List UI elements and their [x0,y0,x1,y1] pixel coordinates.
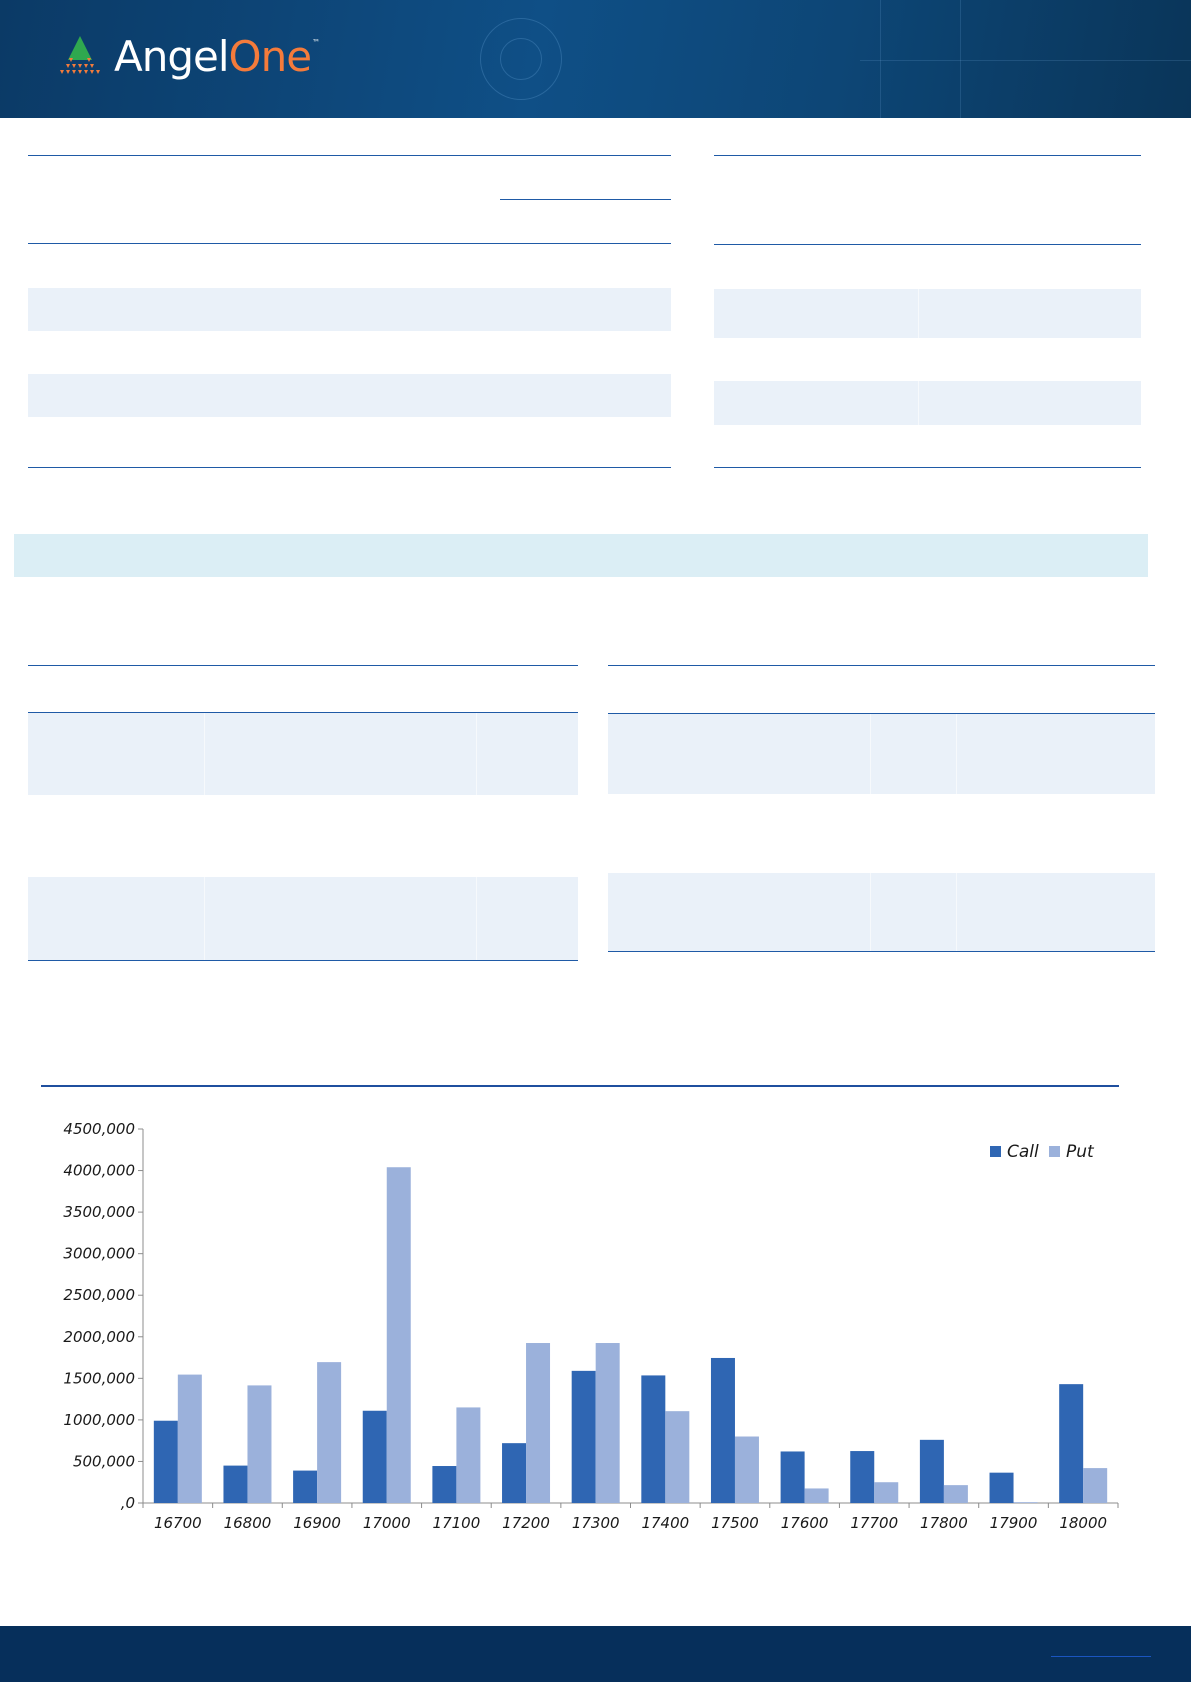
table-rule [714,155,1141,156]
x-tick-label: 16800 [223,1514,272,1532]
y-tick-label: 1500,000 [63,1369,135,1388]
logo-word-one: One [228,31,312,81]
column-divider [476,877,477,960]
put-bar-16700 [178,1375,202,1503]
table-rule [28,243,671,244]
legend-label-put: Put [1066,1142,1094,1162]
call-bar-17600 [781,1451,805,1503]
call-bar-17700 [850,1451,874,1503]
notice-band [14,534,1148,577]
call-bar-17200 [502,1443,526,1503]
legend-swatch-put [1049,1146,1060,1157]
table-row [28,713,578,795]
page-footer [0,1626,1191,1682]
put-bar-17100 [456,1407,480,1503]
legend-swatch-call [990,1146,1001,1157]
x-tick-label: 17100 [432,1514,481,1532]
call-bar-17300 [572,1371,596,1503]
put-bar-16800 [247,1385,271,1503]
header-decoration [500,38,542,80]
column-divider [870,714,871,794]
put-bar-17000 [387,1167,411,1503]
table-row [28,288,671,331]
x-tick-label: 18000 [1059,1514,1108,1532]
logo-mark-icon [56,34,104,78]
table-rule [28,155,671,156]
column-divider [956,714,957,794]
header-decoration [960,0,961,118]
x-tick-label: 16900 [293,1514,341,1532]
x-tick-label: 17500 [711,1514,759,1532]
put-bar-17200 [526,1343,550,1503]
legend-label-call: Call [1007,1142,1039,1162]
column-divider [870,873,871,951]
open-interest-chart [0,1080,1191,1540]
call-bar-16700 [154,1421,178,1503]
put-bar-17700 [874,1482,898,1503]
x-tick-label: 17900 [989,1514,1038,1532]
column-divider [204,713,205,795]
x-tick-label: 17300 [571,1514,620,1532]
x-tick-label: 17800 [920,1514,968,1532]
logo-word-angel: Angel [114,31,229,81]
put-bar-17600 [805,1488,829,1503]
x-tick-label: 17200 [502,1514,550,1532]
x-tick-label: 17700 [850,1514,899,1532]
column-divider [476,713,477,795]
y-tick-label: 3000,000 [63,1244,135,1263]
put-bar-17400 [665,1411,689,1503]
table-row [28,877,578,960]
call-bar-17900 [990,1473,1014,1503]
put-bar-17900 [1014,1502,1038,1503]
y-tick-label: 2000,000 [63,1327,135,1346]
table-rule [500,199,671,200]
x-tick-label: 16700 [153,1514,202,1532]
table-rule [608,951,1155,952]
table-row [608,714,1155,794]
y-tick-label: 500,000 [72,1452,135,1471]
page-header [0,0,1191,118]
call-bar-18000 [1059,1384,1083,1503]
header-decoration [880,0,881,118]
call-bar-16900 [293,1471,317,1503]
y-tick-label: 2500,000 [63,1286,135,1305]
column-divider [956,873,957,951]
oi-bar-chart [0,1080,1191,1540]
logo-trademark: ™ [312,37,320,47]
table-rule [714,467,1141,468]
y-tick-label: 1000,000 [63,1410,135,1429]
put-bar-16900 [317,1362,341,1503]
x-tick-label: 17000 [362,1514,411,1532]
y-tick-label: ,0 [120,1494,135,1512]
y-tick-label: 3500,000 [63,1203,135,1222]
table-rule [714,244,1141,245]
call-bar-16800 [223,1466,247,1503]
table-rule [608,665,1155,666]
call-bar-17000 [363,1411,387,1503]
x-tick-label: 17400 [641,1514,690,1532]
put-bar-17500 [735,1437,759,1503]
x-tick-label: 17600 [780,1514,829,1532]
y-tick-label: 4500,000 [63,1120,135,1138]
y-tick-label: 4000,000 [63,1161,135,1180]
table-row [28,374,671,417]
column-divider [204,877,205,960]
column-divider [918,381,919,425]
table-rule [28,467,671,468]
call-bar-17100 [432,1466,456,1503]
header-decoration [860,60,1191,61]
table-row [608,873,1155,951]
put-bar-17300 [596,1343,620,1503]
column-divider [918,289,919,338]
footer-link[interactable] [1051,1656,1151,1657]
call-bar-17400 [641,1375,665,1503]
angelone-logo[interactable] [56,26,319,86]
put-bar-18000 [1083,1468,1107,1503]
table-row [714,289,1141,338]
logo-wordmark [114,32,319,81]
call-bar-17800 [920,1440,944,1503]
table-row [714,381,1141,425]
call-bar-17500 [711,1358,735,1503]
table-rule [28,960,578,961]
put-bar-17800 [944,1485,968,1503]
table-rule [28,665,578,666]
